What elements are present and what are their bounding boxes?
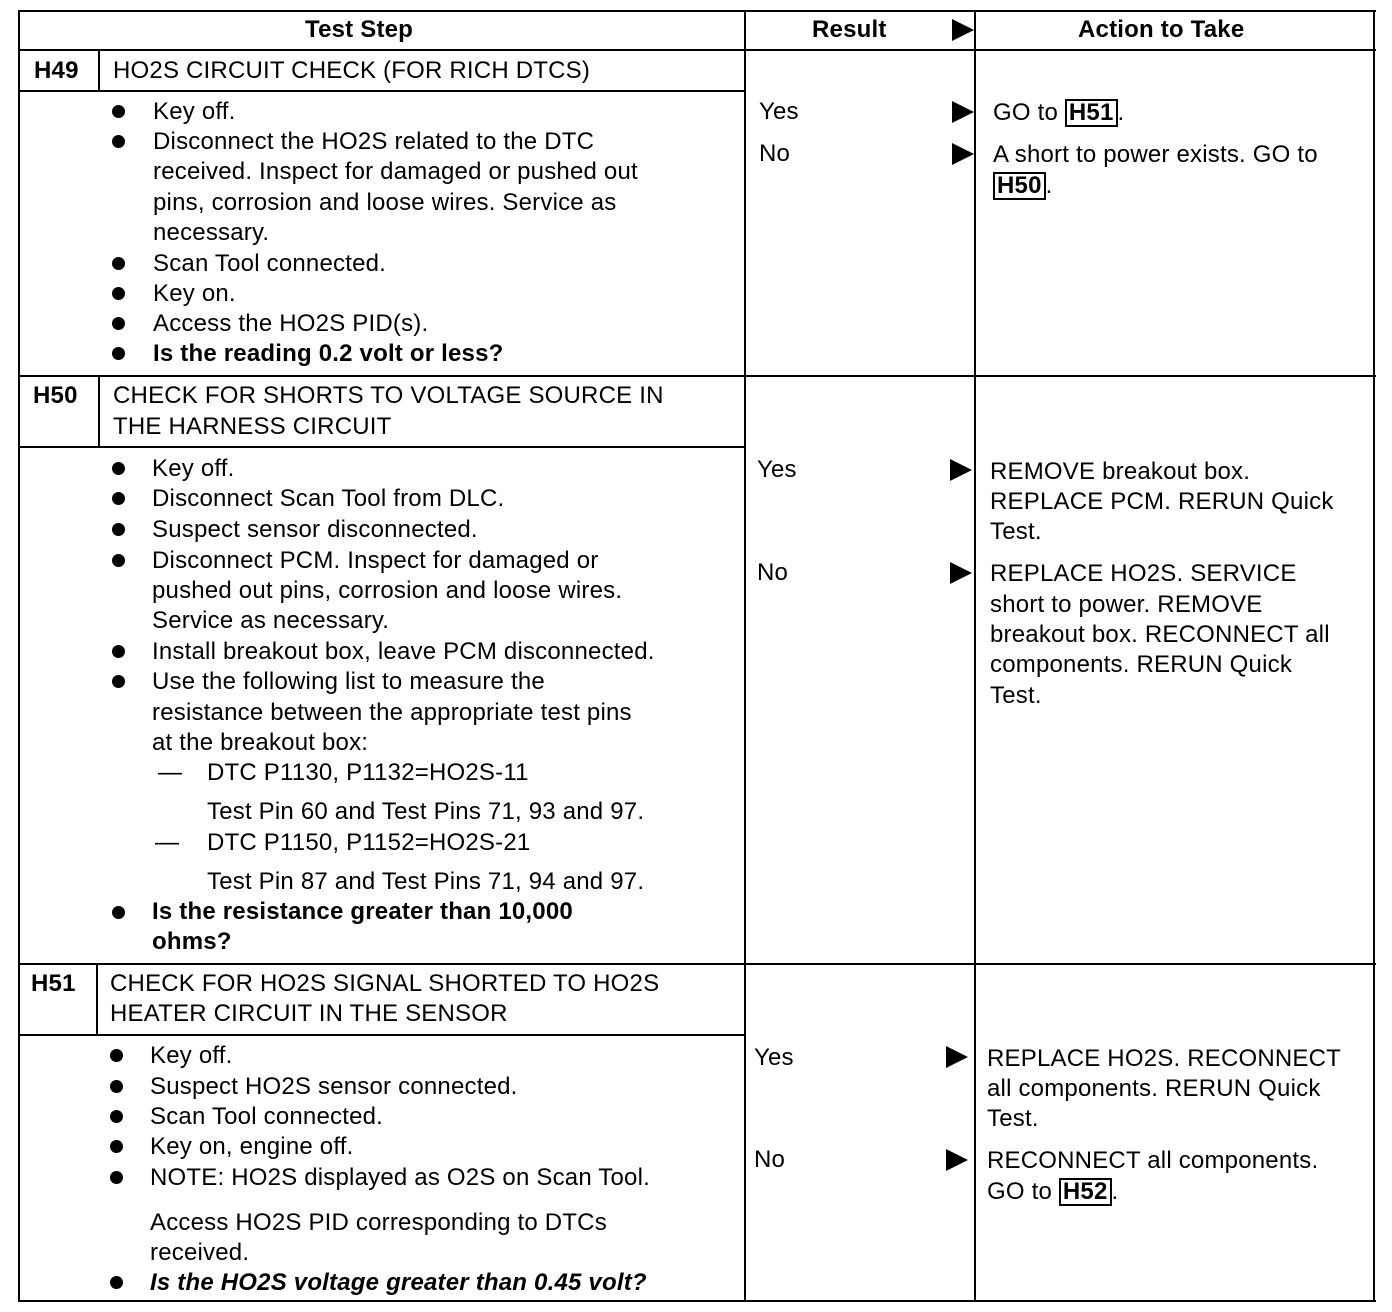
h50-id-separator [98, 377, 100, 447]
arrow-icon [950, 562, 972, 584]
list-item: Test Pin 60 and Test Pins 71, 93 and 97. [207, 798, 645, 825]
list-item: received. Inspect for damaged or pushed out [153, 158, 638, 185]
result-no-h51: No [754, 1146, 786, 1173]
bullet-icon [112, 906, 125, 919]
bullet-icon [110, 1140, 123, 1153]
bullet-icon [110, 1276, 123, 1289]
step-title-h51: CHECK FOR HO2S SIGNAL SHORTED TO HO2S [110, 970, 660, 997]
list-item: Install breakout box, leave PCM disconnected. [152, 638, 655, 665]
list-item: Suspect sensor disconnected. [152, 516, 478, 543]
bullet-icon [110, 1049, 123, 1062]
bullet-icon [112, 287, 125, 300]
action-text: . [1111, 1178, 1119, 1205]
bullet-icon [112, 523, 125, 536]
list-item: Service as necessary. [152, 607, 390, 634]
arrow-icon [952, 101, 974, 123]
bullet-icon [112, 347, 125, 360]
question-h50: Is the resistance greater than 10,000 [152, 898, 573, 925]
header-test-step: Test Step [305, 16, 414, 43]
step-reference-link[interactable]: H52 [1059, 1178, 1112, 1206]
list-item: resistance between the appropriate test pins [152, 699, 632, 726]
result-yes-h49: Yes [759, 98, 799, 125]
bullet-icon [110, 1080, 123, 1093]
result-yes-h51: Yes [754, 1044, 794, 1071]
step-title-h50-line2: THE HARNESS CIRCUIT [113, 413, 392, 440]
action-no-h50: Test. [990, 682, 1042, 709]
list-item: NOTE: HO2S displayed as O2S on Scan Tool. [150, 1164, 651, 1191]
action-yes-h50: Test. [990, 518, 1042, 545]
list-item: DTC P1130, P1132=HO2S-11 [207, 759, 529, 786]
action-no-h49: A short to power exists. GO to [993, 141, 1318, 168]
table-border-bottom [18, 1300, 1376, 1302]
list-item: Use the following list to measure the [152, 668, 545, 695]
dash-icon: — [155, 829, 180, 856]
step-id-h50: H50 [33, 382, 78, 409]
action-yes-h51: all components. RERUN Quick [987, 1075, 1321, 1102]
list-item: Key on, engine off. [150, 1133, 354, 1160]
arrow-icon [946, 1046, 968, 1068]
h51-title-underline [18, 1034, 745, 1036]
arrow-icon [950, 459, 972, 481]
bullet-icon [112, 462, 125, 475]
action-text: . [1117, 99, 1125, 126]
h49-id-separator [98, 51, 100, 91]
arrow-icon [952, 143, 974, 165]
list-item: Key on. [153, 280, 236, 307]
step-title-h51-line2: HEATER CIRCUIT IN THE SENSOR [110, 1000, 508, 1027]
table-border-top [18, 10, 1376, 12]
list-item: Key off. [153, 98, 236, 125]
question-h50-line2: ohms? [152, 928, 232, 955]
arrow-icon [946, 1149, 968, 1171]
header-divider [18, 49, 1376, 51]
bullet-icon [112, 492, 125, 505]
list-item: Key off. [152, 455, 235, 482]
question-h49: Is the reading 0.2 volt or less? [153, 340, 504, 367]
list-item: Access the HO2S PID(s). [153, 310, 429, 337]
bullet-icon [110, 1110, 123, 1123]
action-yes-h51: Test. [987, 1105, 1039, 1132]
step-id-h49: H49 [34, 57, 79, 84]
bullet-icon [112, 105, 125, 118]
action-yes-h50: REMOVE breakout box. [990, 458, 1251, 485]
action-no-h50: short to power. REMOVE [990, 591, 1263, 618]
action-column-divider [974, 10, 976, 1302]
row-divider-h51 [18, 963, 1376, 965]
dash-icon: — [158, 759, 183, 786]
list-item: Test Pin 87 and Test Pins 71, 94 and 97. [207, 868, 645, 895]
list-item: Suspect HO2S sensor connected. [150, 1073, 518, 1100]
action-no-h51-line2 [987, 1177, 1118, 1207]
bullet-icon [112, 257, 125, 270]
question-h51: Is the HO2S voltage greater than 0.45 volt? [150, 1269, 647, 1296]
table-border-left [18, 10, 20, 1302]
bullet-icon [112, 675, 125, 688]
list-item: Key off. [150, 1042, 233, 1069]
action-no-h50: breakout box. RECONNECT all [990, 621, 1330, 648]
list-item: at the breakout box: [152, 729, 369, 756]
action-no-h49-line2 [993, 171, 1053, 201]
header-result: Result [812, 16, 887, 43]
action-text: GO to [987, 1178, 1059, 1205]
step-id-h51: H51 [31, 970, 76, 997]
action-text: . [1045, 172, 1053, 199]
row-divider-h50 [18, 375, 1376, 377]
list-item: Scan Tool connected. [150, 1103, 384, 1130]
list-item: DTC P1150, P1152=HO2S-21 [207, 829, 531, 856]
result-no-h50: No [757, 559, 789, 586]
action-no-h50: components. RERUN Quick [990, 651, 1293, 678]
bullet-icon [112, 645, 125, 658]
table-border-right [1373, 10, 1375, 1302]
header-action: Action to Take [1078, 16, 1245, 43]
list-item: Disconnect Scan Tool from DLC. [152, 485, 505, 512]
action-text: GO to [993, 99, 1065, 126]
list-item: Scan Tool connected. [153, 250, 387, 277]
step-title-h50: CHECK FOR SHORTS TO VOLTAGE SOURCE IN [113, 382, 664, 409]
bullet-icon [112, 317, 125, 330]
result-no-h49: No [759, 140, 791, 167]
bullet-icon [110, 1171, 123, 1184]
action-yes-h50: REPLACE PCM. RERUN Quick [990, 488, 1334, 515]
step-reference-link[interactable]: H50 [993, 172, 1046, 200]
bullet-icon [112, 554, 125, 567]
list-item: Disconnect the HO2S related to the DTC [153, 128, 595, 155]
list-item: received. [150, 1239, 250, 1266]
h50-title-underline [18, 446, 745, 448]
list-item: pushed out pins, corrosion and loose wires. [152, 577, 623, 604]
action-yes-h51: REPLACE HO2S. RECONNECT [987, 1045, 1342, 1072]
list-item: pins, corrosion and loose wires. Service as [153, 189, 617, 216]
action-no-h51: RECONNECT all components. [987, 1147, 1319, 1174]
bullet-icon [112, 135, 125, 148]
list-item: Access HO2S PID corresponding to DTCs [150, 1209, 607, 1236]
h49-title-underline [18, 90, 745, 92]
step-title-h49: HO2S CIRCUIT CHECK (FOR RICH DTCS) [113, 57, 591, 84]
result-column-divider [744, 10, 746, 1302]
action-yes-h49 [993, 98, 1124, 128]
header-arrow-icon [952, 19, 974, 41]
step-reference-link[interactable]: H51 [1065, 99, 1118, 127]
list-item: Disconnect PCM. Inspect for damaged or [152, 547, 599, 574]
list-item: necessary. [153, 219, 270, 246]
result-yes-h50: Yes [757, 456, 797, 483]
h51-id-separator [96, 965, 98, 1035]
action-no-h50: REPLACE HO2S. SERVICE [990, 560, 1297, 587]
